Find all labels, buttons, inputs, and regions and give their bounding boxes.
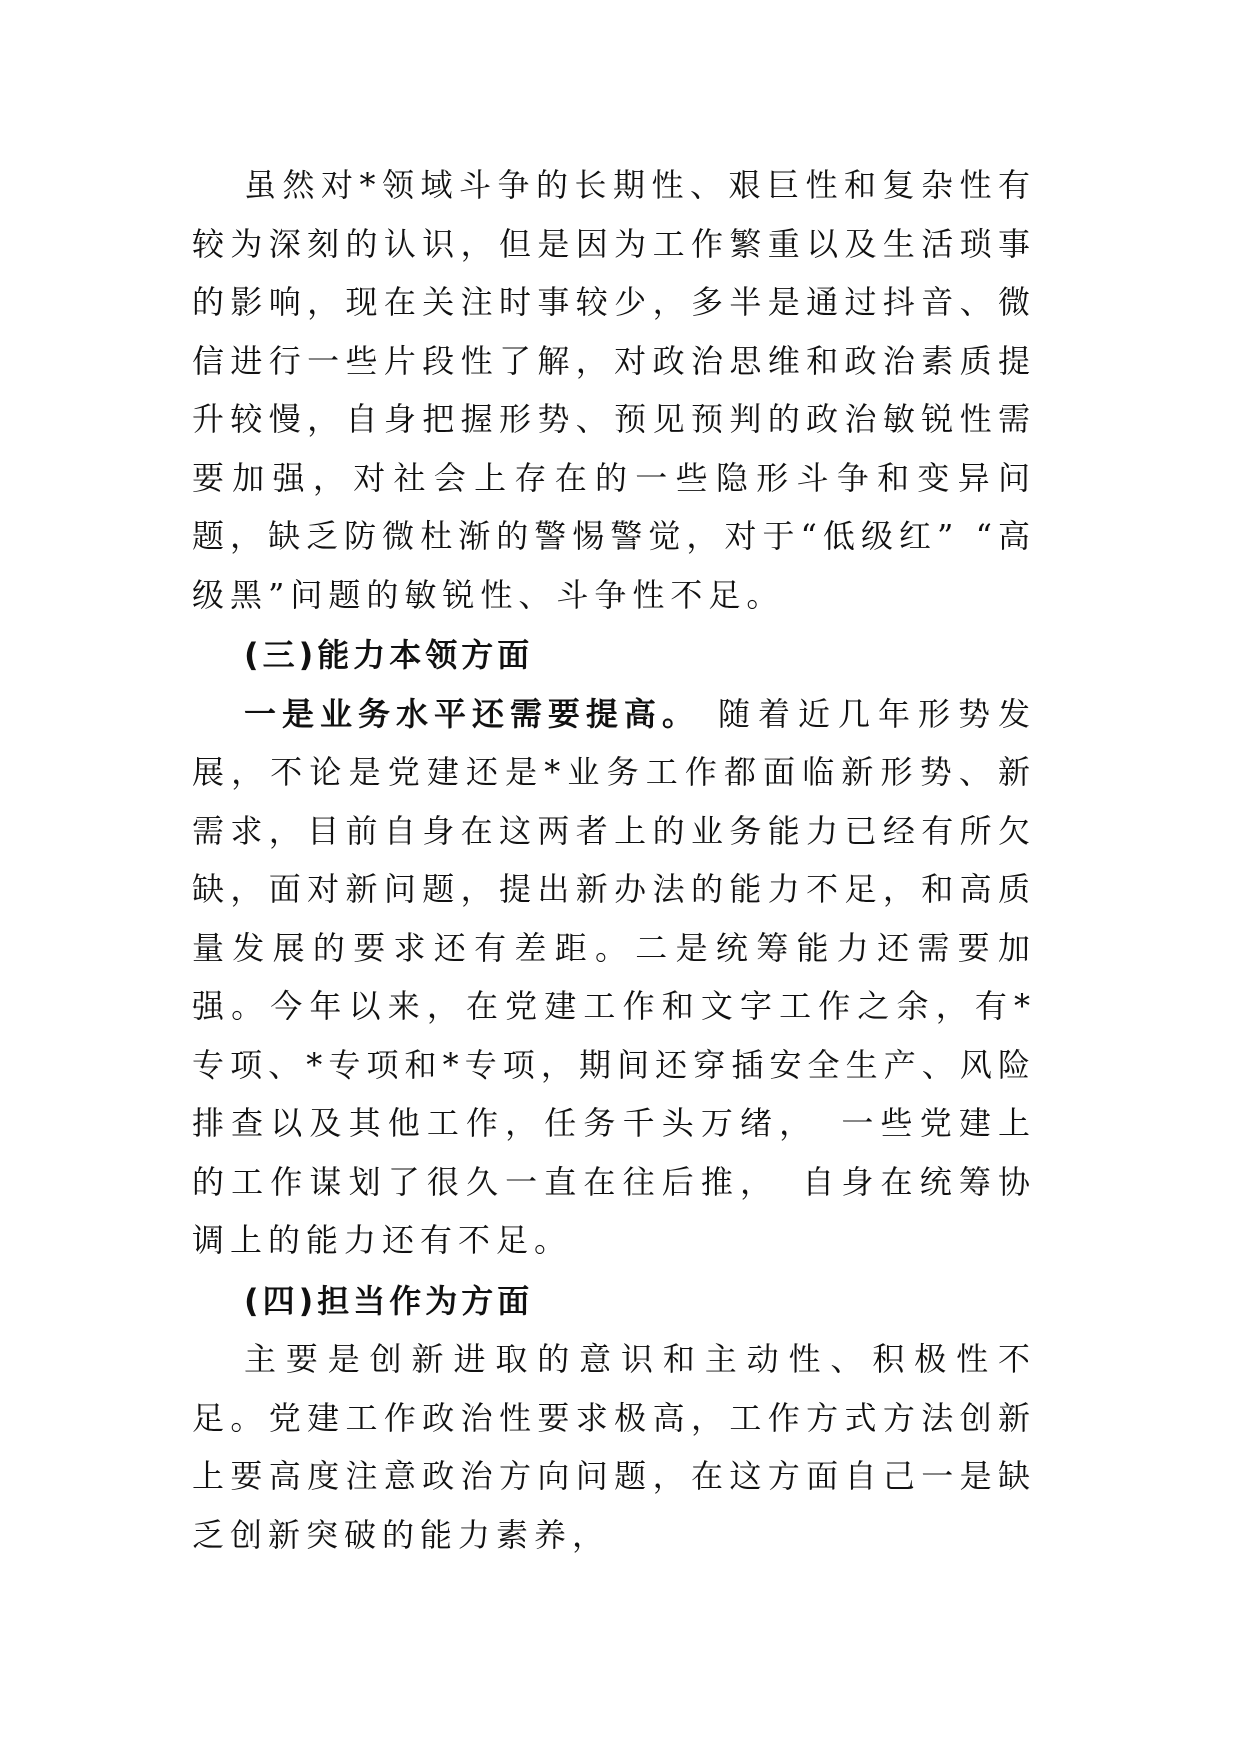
- section-heading-capability: (三)能力本领方面: [244, 636, 534, 674]
- paragraph-responsibility: 主要是创新进取的意识和主动性、积极性不足。党建工作政治性要求极高，工作方式方法创新上要高度注意政治方向问题，在这方面自己一是缺乏创新突破的能力素养，: [192, 1340, 1036, 1554]
- document-body: [192, 156, 1036, 1564]
- paragraph-capability-body: 随着近几年形势发展，不论是党建还是*业务工作都面临新形势、新需求，目前自身在这两者上的业务能力已经有所欠缺，面对新问题，提出新办法的能力不足，和高质量发展的要求还有差距。二是统筹能力还需要加强。今年以来，在党建工作和文字工作之余，有*专项、*专项和*专项，期间还穿插安全生产、风险排查以及其他工作，任务千头万绪， 一些党建上的工作谋划了很久一直在往后推， 自身在统筹协调上的能力还有不足。: [192, 694, 1036, 1259]
- paragraph-capability: [192, 685, 1036, 1270]
- paragraph-political-awareness: 虽然对*领域斗争的长期性、艰巨性和复杂性有较为深刻的认识，但是因为工作繁重以及生活琐事的影响，现在关注时事较少，多半是通过抖音、微信进行一些片段性了解，对政治思维和政治素质提升较慢，自身把握形势、预见预判的政治敏锐性需要加强，对社会上存在的一些隐形斗争和变异问题，缺乏防微杜渐的警惕警觉，对于“低级红” “高级黑”问题的敏锐性、斗争性不足。: [192, 166, 1036, 614]
- section-heading-responsibility: (四)担当作为方面: [244, 1281, 534, 1320]
- paragraph-capability-lead: 一是业务水平还需要提高。: [244, 694, 700, 733]
